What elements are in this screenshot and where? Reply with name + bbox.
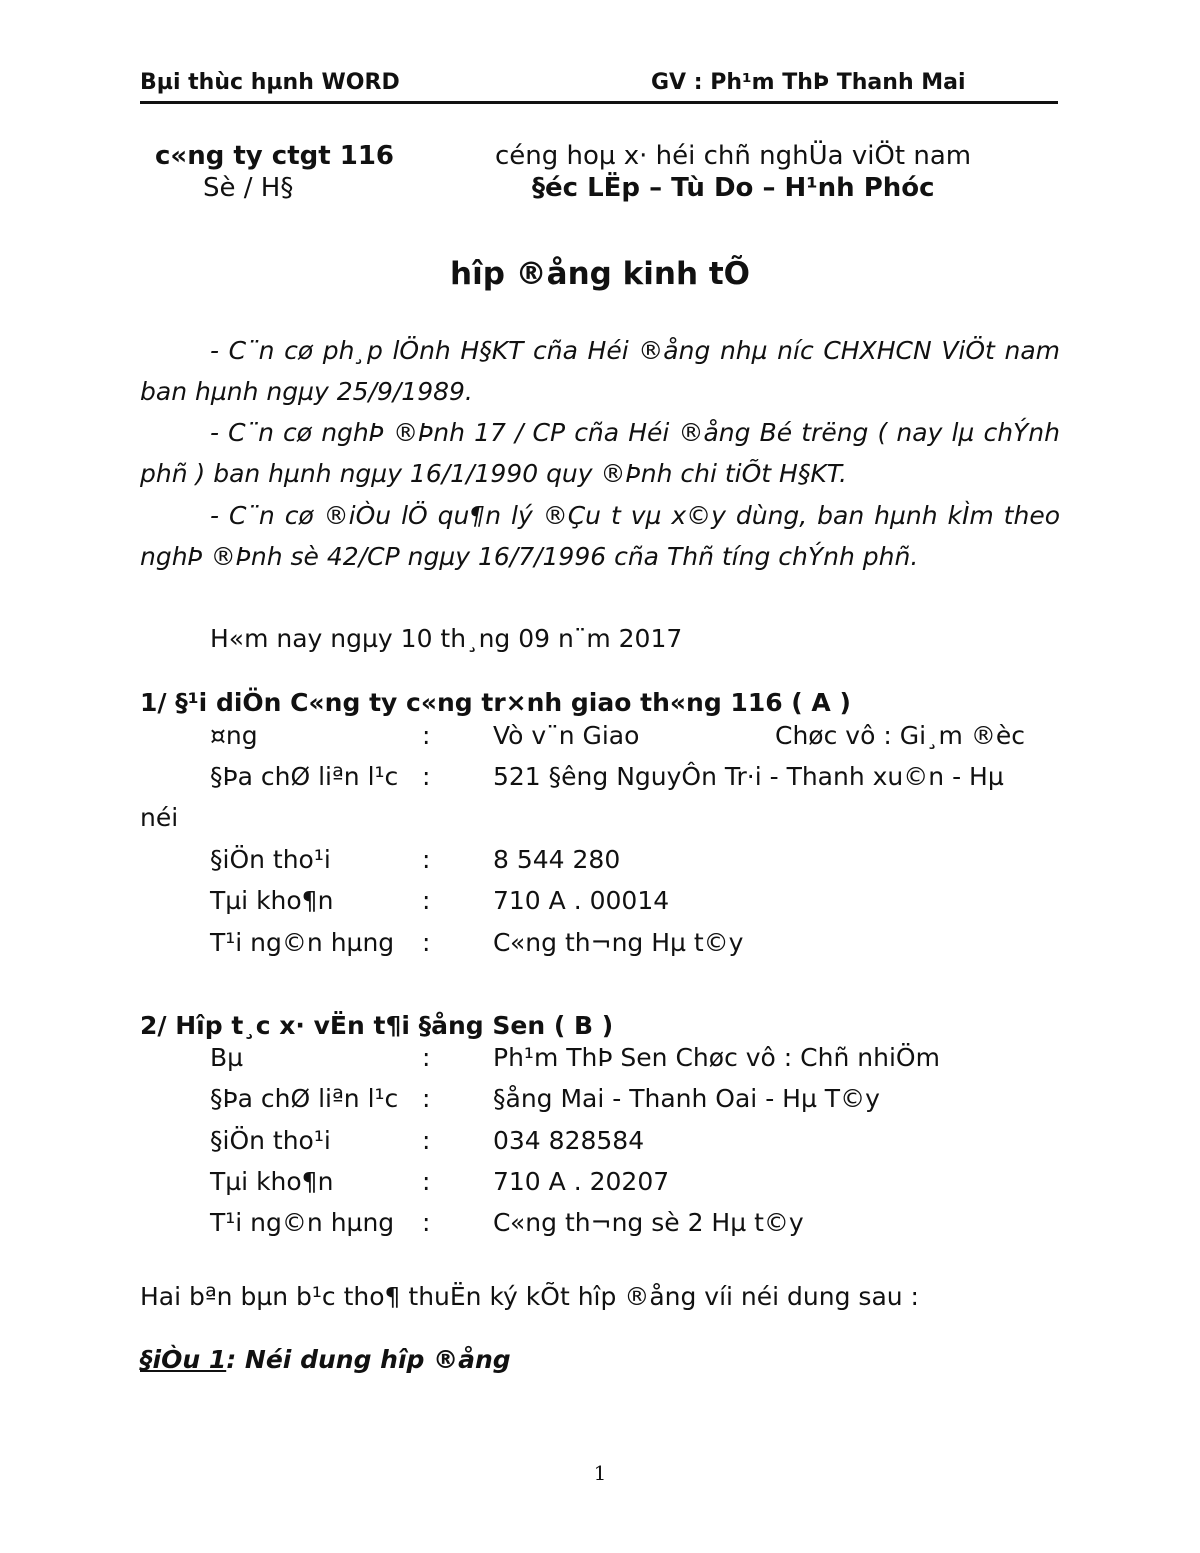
party-b-heading: 2/ Hîp t¸c x· vËn t¶i §ång Sen ( B ) [140, 1011, 614, 1040]
article-heading [140, 1345, 511, 1374]
company-name: c«ng ty ctgt 116 [155, 141, 395, 171]
party-a-value-address: 521 §êng NguyÔn Tr·i - Thanh xu©n - Hµ [493, 762, 1004, 791]
party-b-label-address: §Þa chØ liªn l¹c [210, 1084, 399, 1113]
colon: : [422, 1208, 431, 1237]
colon: : [422, 1043, 431, 1072]
party-b-label-phone: §iÖn tho¹i [210, 1126, 331, 1155]
article-text: : Néi dung hîp ®ång [226, 1345, 511, 1374]
party-a-label-address: §Þa chØ liªn l¹c [210, 762, 399, 791]
party-a-value-phone: 8 544 280 [493, 845, 621, 874]
party-a-value-name: Vò v¨n Giao [493, 721, 640, 750]
colon: : [422, 762, 431, 791]
party-a-value-address-cont: néi [140, 803, 179, 832]
page-number: 1 [593, 1461, 607, 1485]
party-a-value-account: 710 A . 00014 [493, 886, 670, 915]
party-a-label-account: Tµi kho¶n [210, 886, 334, 915]
basis-paragraph-3: - C¨n cø ®iÒu lÖ qu¶n lý ®Çu t vµ x©y dùng, ban hµnh kÌm theo nghÞ ®Þnh sè 42/CP ngµy 16/7/1996 cña Thñ tíng chÝnh phñ. [140, 501, 1060, 571]
header-rule [140, 101, 1058, 104]
colon: : [422, 886, 431, 915]
agreement-line: Hai bªn bµn b¹c tho¶ thuËn ký kÕt hîp ®ång víi néi dung sau : [140, 1282, 919, 1311]
document-title: hîp ®ång kinh tÕ [450, 256, 750, 292]
header-right: GV : Ph¹m ThÞ Thanh Mai [651, 70, 966, 95]
colon: : [422, 721, 431, 750]
date-line: H«m nay ngµy 10 th¸ng 09 n¨m 2017 [210, 624, 683, 653]
article-label: §iÒu 1 [140, 1345, 227, 1374]
colon: : [422, 1167, 431, 1196]
basis-paragraph-2: - C¨n cø nghÞ ®Þnh 17 / CP cña Héi ®ång Bé trëng ( nay lµ chÝnh phñ ) ban hµnh ngµy 16/1/1990 quy ®Þnh chi tiÕt H§KT. [140, 418, 1060, 488]
document-number: Sè / H§ [203, 173, 294, 203]
party-b-label-bank: T¹i ng©n hµng [210, 1208, 395, 1237]
party-b-value-bank: C«ng th¬ng sè 2 Hµ t©y [493, 1208, 804, 1237]
header-left: Bµi thùc hµnh WORD [140, 70, 400, 95]
basis-paragraph-1: - C¨n cø ph¸p lÖnh H§KT cña Héi ®ång nhµ níc CHXHCN ViÖt nam ban hµnh ngµy 25/9/1989. [140, 336, 1060, 406]
nation-name: céng hoµ x· héi chñ nghÜa viÖt nam [495, 141, 972, 171]
colon: : [422, 1126, 431, 1155]
party-a-label-bank: T¹i ng©n hµng [210, 928, 395, 957]
party-b-value-name: Ph¹m ThÞ Sen Chøc vô : Chñ nhiÖm [493, 1043, 940, 1072]
colon: : [422, 1084, 431, 1113]
party-a-heading: 1/ §¹i diÖn C«ng ty c«ng tr×nh giao th«ng 116 ( A ) [140, 688, 851, 717]
party-b-value-account: 710 A . 20207 [493, 1167, 670, 1196]
party-b-label-account: Tµi kho¶n [210, 1167, 334, 1196]
motto: §éc LËp – Tù Do – H¹nh Phóc [532, 173, 935, 203]
colon: : [422, 928, 431, 957]
party-a-label-name: ¤ng [210, 721, 258, 750]
colon: : [422, 845, 431, 874]
party-a-value-bank: C«ng th¬ng Hµ t©y [493, 928, 744, 957]
party-b-label-name: Bµ [210, 1043, 244, 1072]
party-b-value-phone: 034 828584 [493, 1126, 645, 1155]
party-b-value-address: §ång Mai - Thanh Oai - Hµ T©y [493, 1084, 880, 1113]
party-a-position: Chøc vô : Gi¸m ®èc [775, 721, 1025, 750]
party-a-label-phone: §iÖn tho¹i [210, 845, 331, 874]
